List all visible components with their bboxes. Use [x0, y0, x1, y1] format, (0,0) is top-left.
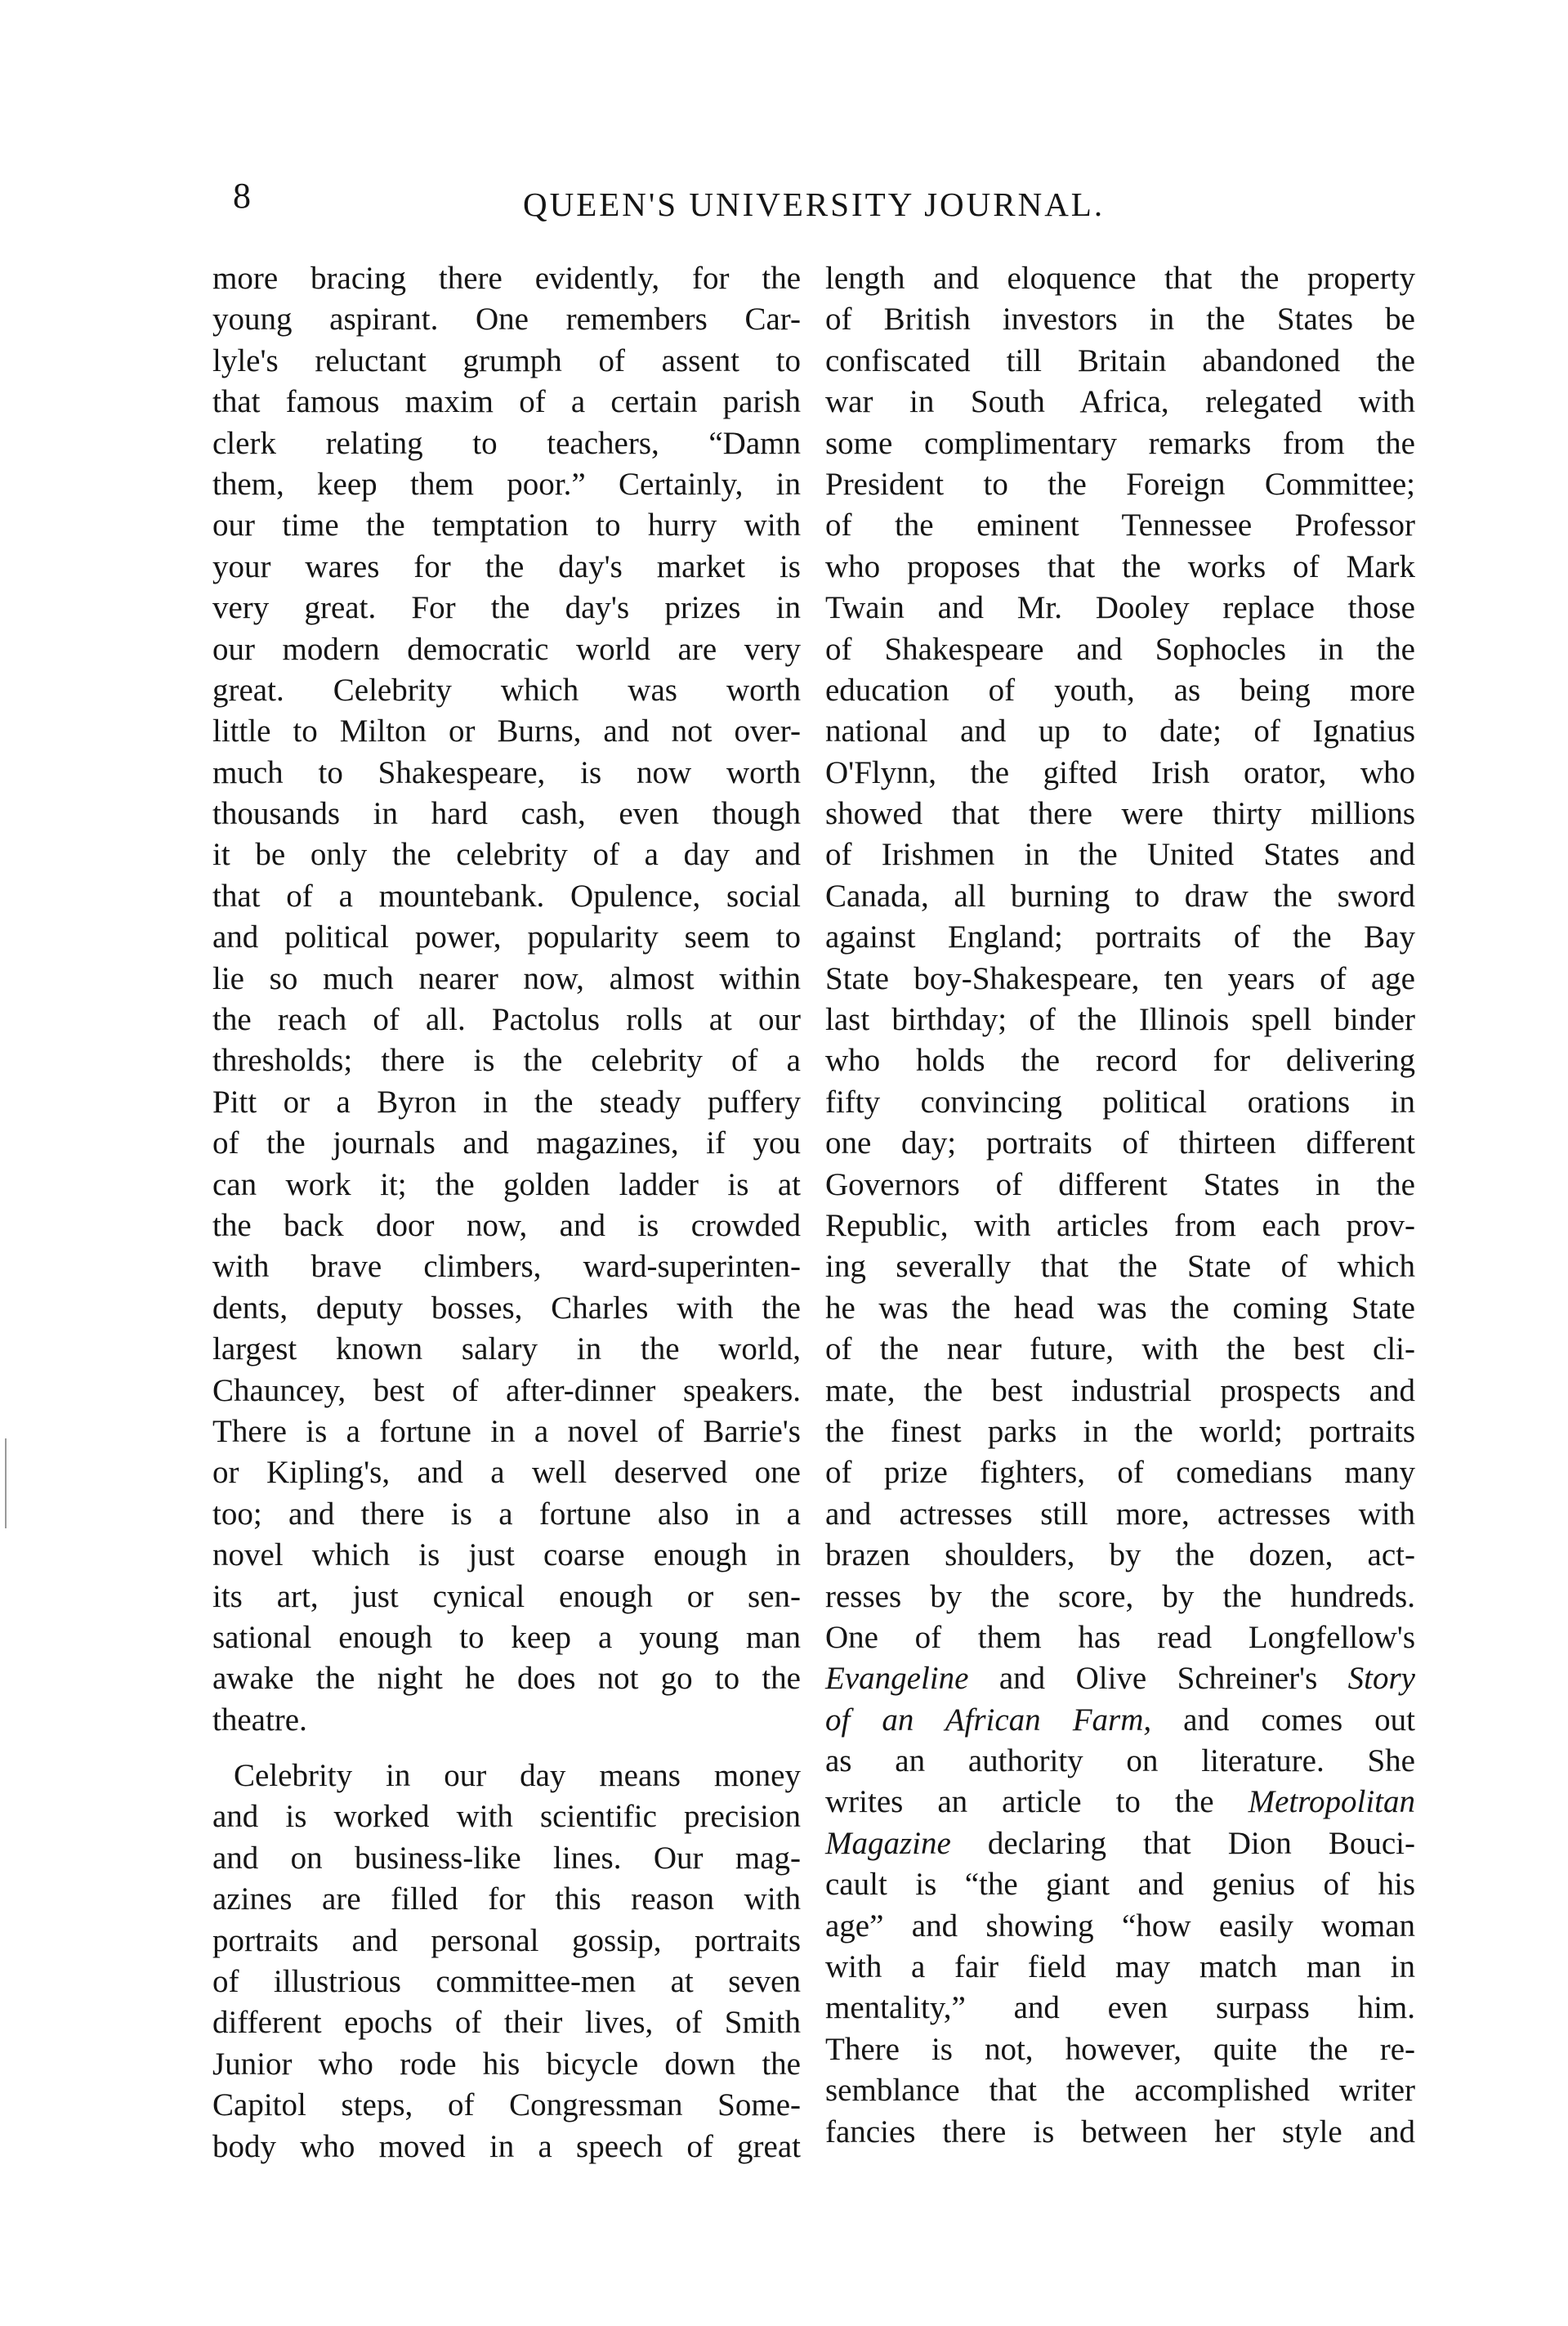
- text-line: of an African Farm, and comes out: [825, 1702, 1415, 1738]
- text-line: Celebrity in our day means money: [234, 1758, 801, 1794]
- text-line: portraits and personal gossip, portraits: [212, 1922, 801, 1958]
- text-line: dents, deputy bosses, Charles with the: [212, 1290, 801, 1326]
- italic-title-magazine: Magazine: [825, 1825, 951, 1861]
- text-line: Twain and Mr. Dooley replace those: [825, 590, 1415, 626]
- text-line: he was the head was the coming State: [825, 1290, 1415, 1326]
- text-line: of prize fighters, of comedians many: [825, 1455, 1415, 1491]
- italic-title-story: Story: [1347, 1661, 1415, 1697]
- text-line: Canada, all burning to draw the sword: [825, 878, 1415, 914]
- text-line: thresholds; there is the celebrity of a: [212, 1043, 801, 1079]
- text-line: with brave climbers, ward-superinten-: [212, 1249, 801, 1285]
- text-line: semblance that the accomplished writer: [825, 2073, 1415, 2109]
- text-line: one day; portraits of thirteen different: [825, 1125, 1415, 1161]
- text-line: sational enough to keep a young man: [212, 1619, 801, 1655]
- text-line: azines are filled for this reason with: [212, 1881, 801, 1917]
- text-line: and actresses still more, actresses with: [825, 1496, 1415, 1532]
- text-line: and is worked with scientific precision: [212, 1799, 801, 1835]
- text-line: who proposes that the works of Mark: [825, 548, 1415, 584]
- text-line: who holds the record for delivering: [825, 1043, 1415, 1079]
- paragraph-actress-authority: [825, 1658, 1415, 1864]
- text-line: novel which is just coarse enough in: [212, 1537, 801, 1573]
- text-line: as an authority on literature. She: [825, 1743, 1415, 1779]
- text-line: education of youth, as being more: [825, 672, 1415, 708]
- text-line: age” and showing “how easily woman: [825, 1908, 1415, 1944]
- text-line: body who moved in a speech of great: [212, 2128, 801, 2164]
- page-number: 8: [233, 176, 251, 216]
- left-column: [212, 258, 801, 2167]
- text-line: can work it; the golden ladder is at: [212, 1166, 801, 1202]
- text-line: largest known salary in the world,: [212, 1331, 801, 1367]
- text-line: Magazine declaring that Dion Bouci-: [825, 1825, 1415, 1861]
- text-line: lyle's reluctant grumph of assent to: [212, 342, 801, 378]
- text-line: confiscated till Britain abandoned the: [825, 342, 1415, 378]
- text-line: of Irishmen in the United States and: [825, 837, 1415, 873]
- paragraph-celebrity-money: [212, 1756, 801, 2167]
- text-line: against England; portraits of the Bay: [825, 919, 1415, 955]
- text-line: State boy-Shakespeare, ten years of age: [825, 960, 1415, 996]
- text-line: O'Flynn, the gifted Irish orator, who: [825, 754, 1415, 790]
- text-line: too; and there is a fortune also in a: [212, 1496, 801, 1532]
- text-line: Junior who rode his bicycle down the: [212, 2046, 801, 2082]
- text-line: little to Milton or Burns, and not over-: [212, 713, 801, 749]
- text-line: great. Celebrity which was worth: [212, 672, 801, 708]
- text-line: clerk relating to teachers, “Damn: [212, 425, 801, 461]
- text-line: or Kipling's, and a well deserved one: [212, 1455, 801, 1491]
- text-line: brazen shoulders, by the dozen, act-: [825, 1537, 1415, 1573]
- text-line: of the eminent Tennessee Professor: [825, 508, 1415, 543]
- text-line: Chauncey, best of after-dinner speakers.: [212, 1372, 801, 1408]
- text-line: it be only the celebrity of a day and: [212, 837, 801, 873]
- text-line: its art, just cynical enough or sen-: [212, 1578, 801, 1614]
- text-line: war in South Africa, relegated with: [825, 384, 1415, 420]
- text-line: fancies there is between her style and: [825, 2114, 1415, 2149]
- text-line: of British investors in the States be: [825, 302, 1415, 338]
- text-line: One of them has read Longfellow's: [825, 1619, 1415, 1655]
- italic-title-african-farm: of an African Farm,: [825, 1702, 1152, 1738]
- text-line: that of a mountebank. Opulence, social: [212, 878, 801, 914]
- margin-scan-mark: [5, 1438, 7, 1528]
- text-line: ing severally that the State of which: [825, 1249, 1415, 1285]
- text-line: young aspirant. One remembers Car-: [212, 302, 801, 338]
- text-line: Republic, with articles from each prov-: [825, 1207, 1415, 1243]
- text-line: the back door now, and is crowded: [212, 1207, 801, 1243]
- text-line: Governors of different States in the: [825, 1166, 1415, 1202]
- text-line: much to Shakespeare, is now worth: [212, 754, 801, 790]
- text-line: mate, the best industrial prospects and: [825, 1372, 1415, 1408]
- text-line: Evangeline and Olive Schreiner's Story: [825, 1661, 1415, 1697]
- text-line: writes an article to the Metropolitan: [825, 1784, 1415, 1820]
- text-line: President to the Foreign Committee;: [825, 466, 1415, 502]
- text-line: the finest parks in the world; portraits: [825, 1413, 1415, 1449]
- text-line: Pitt or a Byron in the steady puffery: [212, 1084, 801, 1120]
- text-line: of Shakespeare and Sophocles in the: [825, 631, 1415, 667]
- text-line: showed that there were thirty millions: [825, 796, 1415, 832]
- text-line: resses by the score, by the hundreds.: [825, 1578, 1415, 1614]
- text-line: very great. For the day's prizes in: [212, 590, 801, 626]
- text-line: your wares for the day's market is: [212, 548, 801, 584]
- italic-title-evangeline: Evangeline: [825, 1661, 969, 1697]
- paragraph-celebrity-prizes: [212, 258, 801, 1741]
- text-line: the reach of all. Pactolus rolls at our: [212, 1002, 801, 1038]
- text-line: of the journals and magazines, if you: [212, 1125, 801, 1161]
- text-line: with a fair field may match man in: [825, 1949, 1415, 1985]
- text-line: and on business-like lines. Our mag-: [212, 1840, 801, 1876]
- text-line: theatre.: [212, 1702, 307, 1738]
- text-line: awake the night he does not go to the: [212, 1661, 801, 1697]
- text-line: more bracing there evidently, for the: [212, 261, 801, 296]
- text-line: that famous maxim of a certain parish: [212, 384, 801, 420]
- italic-title-metropolitan: Metropolitan: [1248, 1784, 1415, 1820]
- text-line: There is a fortune in a novel of Barrie's: [212, 1413, 801, 1449]
- text-line: mentality,” and even surpass him.: [825, 1990, 1415, 2026]
- paragraph-portraits-list: [825, 258, 1415, 1658]
- text-line: Capitol steps, of Congressman Some-: [212, 2087, 801, 2123]
- running-header: [233, 172, 1414, 229]
- text-line: There is not, however, quite the re-: [825, 2031, 1415, 2067]
- text-line: of the near future, with the best cli-: [825, 1331, 1415, 1367]
- text-line: of illustrious committee-men at seven: [212, 1964, 801, 2000]
- text-line: our modern democratic world are very: [212, 631, 801, 667]
- text-line: national and up to date; of Ignatius: [825, 713, 1415, 749]
- text-line: fifty convincing political orations in: [825, 1084, 1415, 1120]
- journal-title: QUEEN'S UNIVERSITY JOURNAL.: [523, 186, 1106, 223]
- text-line: some complimentary remarks from the: [825, 425, 1415, 461]
- text-line: lie so much nearer now, almost within: [212, 960, 801, 996]
- paragraph-bouicault-quote: [825, 1864, 1415, 2153]
- text-line: them, keep them poor.” Certainly, in: [212, 466, 801, 502]
- text-line: different epochs of their lives, of Smith: [212, 2005, 801, 2041]
- text-line: length and eloquence that the property: [825, 261, 1415, 296]
- text-line: thousands in hard cash, even though: [212, 796, 801, 832]
- text-line: last birthday; of the Illinois spell binder: [825, 1002, 1415, 1038]
- text-line: cault is “the giant and genius of his: [825, 1867, 1415, 1903]
- text-line: and political power, popularity seem to: [212, 919, 801, 955]
- text-line: our time the temptation to hurry with: [212, 508, 801, 543]
- right-column: [825, 258, 1415, 2153]
